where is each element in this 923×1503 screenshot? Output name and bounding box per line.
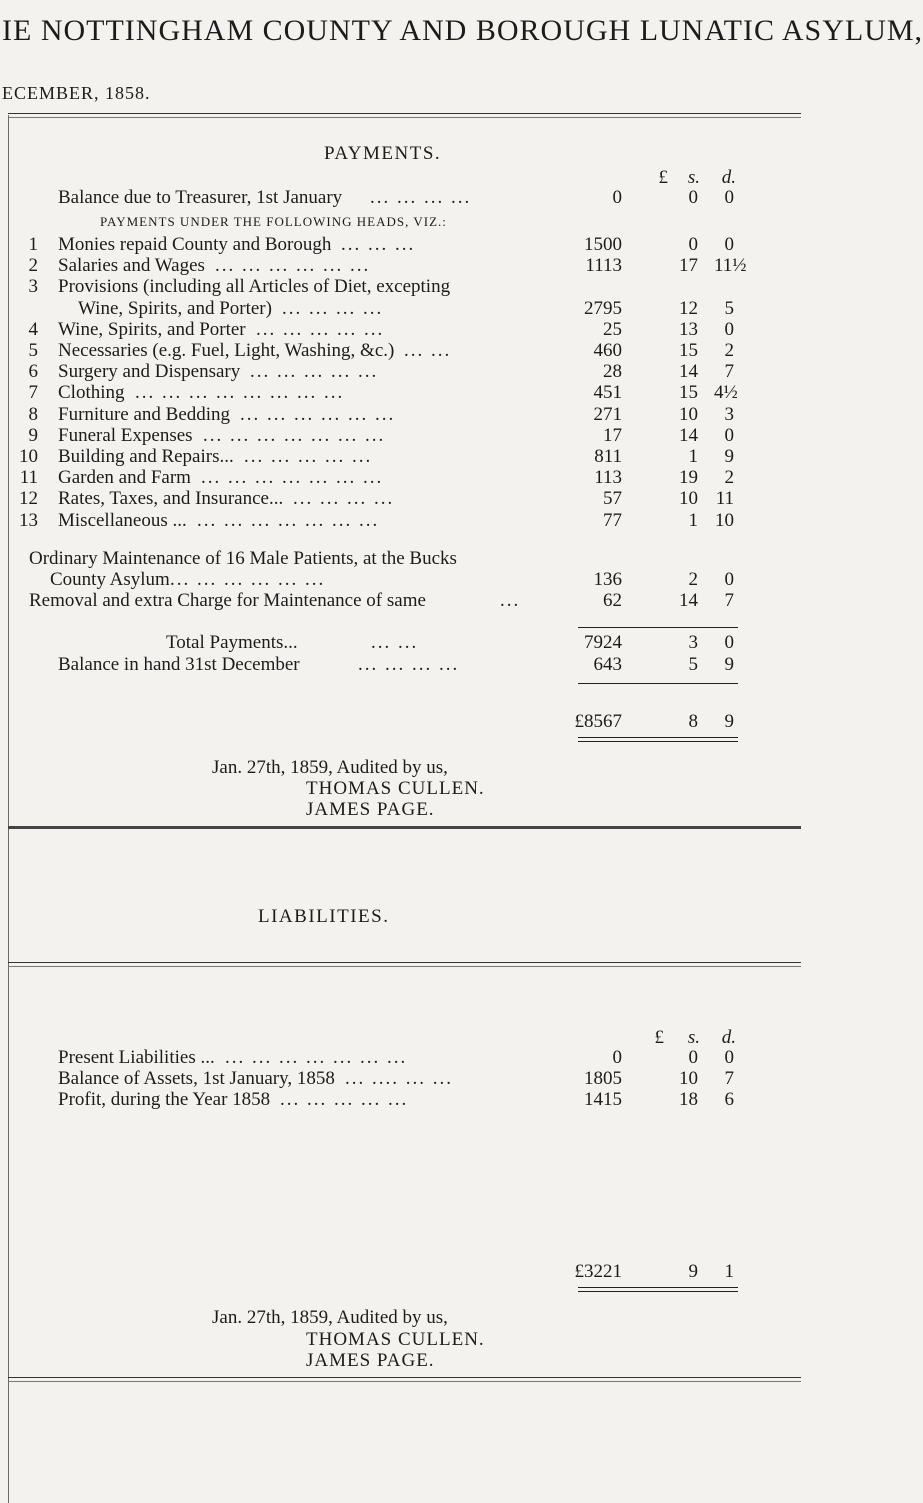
amount-shillings: 14 [679, 425, 698, 446]
amount-pence: 0 [724, 569, 734, 590]
item-label: Present Liabilities ... [58, 1047, 215, 1068]
amount-pence: 0 [724, 1047, 734, 1068]
amount-pounds: 271 [593, 404, 622, 425]
item-number: 8 [28, 404, 38, 425]
pence-col-header: d. [721, 1027, 736, 1048]
item-label: Necessaries (e.g. Fuel, Light, Washing, &c.) [58, 340, 395, 361]
leader-dots: ... ... ... ... ... ... ... ... [135, 382, 345, 403]
amount-pounds: 77 [603, 510, 622, 531]
audit-statement: Jan. 27th, 1859, Audited by us, [212, 757, 448, 778]
item-label: Surgery and Dispensary [58, 361, 241, 382]
amount-pence: 0 [724, 632, 734, 653]
item-label: Clothing [58, 382, 125, 403]
amount-pounds: 460 [593, 340, 622, 361]
amount-shillings: 10 [679, 488, 698, 509]
amount-shillings: 10 [679, 1068, 698, 1089]
amount-shillings: 5 [688, 654, 698, 675]
grand-total-double-rule [578, 737, 738, 742]
total-payments-label: Total Payments... [166, 632, 298, 653]
amount-pounds: 136 [593, 569, 622, 590]
pounds-col-header: £ [658, 167, 668, 188]
grand-total-pence: 1 [724, 1261, 734, 1282]
payments-grand-total-row [0, 711, 801, 735]
amount-shillings: 3 [688, 632, 698, 653]
amount-shillings: 17 [679, 255, 698, 276]
item-number: 5 [28, 340, 38, 361]
amount-pence: 7 [724, 590, 734, 611]
item-label: Garden and Farm [58, 467, 191, 488]
amount-pounds: 113 [594, 467, 622, 488]
report-date: ECEMBER, 1858. [2, 83, 151, 103]
amount-pounds: 1415 [584, 1089, 622, 1110]
auditor-page: JAMES PAGE. [306, 1350, 435, 1371]
amount-pounds: 57 [603, 488, 622, 509]
item-number: 7 [28, 382, 38, 403]
liabilities-rule [8, 962, 801, 963]
amount-shillings: 15 [679, 382, 698, 403]
amount-pence: 0 [724, 319, 734, 340]
item-label: Miscellaneous ... [58, 510, 187, 531]
item-number: 11 [19, 467, 38, 488]
leader-dots: ... .... ... ... [345, 1068, 453, 1089]
amount-pounds: 811 [594, 446, 622, 467]
amount-pounds: 28 [603, 361, 622, 382]
amount-pence: 11½ [714, 255, 747, 276]
amount-shillings: 0 [688, 234, 698, 255]
amount-pence: 9 [724, 654, 734, 675]
item-number: 9 [28, 425, 38, 446]
amount-shillings: 14 [679, 590, 698, 611]
item-label: Profit, during the Year 1858 [58, 1089, 271, 1110]
grand-total-double-rule [578, 1287, 738, 1292]
amount-pounds: 0 [612, 1047, 622, 1068]
leader-dots: ... ... ... ... ... ... ... [197, 510, 380, 531]
amount-pence: 5 [724, 298, 734, 319]
payments-subheading: PAYMENTS UNDER THE FOLLOWING HEADS, VIZ.: [100, 214, 447, 229]
leader-dots: ... ... ... ... [370, 187, 472, 208]
balance-hand-label: Balance in hand 31st December [58, 654, 300, 675]
amount-pounds: 451 [593, 382, 622, 403]
subtotal-rule [578, 627, 738, 628]
item-label: Monies repaid County and Borough [58, 234, 332, 255]
amount-pence: 9 [724, 446, 734, 467]
item-number: 3 [28, 276, 38, 297]
amount-shillings: 10 [679, 404, 698, 425]
leader-dots: ... ... ... ... ... [250, 361, 379, 382]
maintenance-label-1: Ordinary Maintenance of 16 Male Patients, at the Bucks [29, 548, 457, 569]
removal-row [0, 590, 801, 614]
section-divider [8, 826, 801, 829]
audit-statement: Jan. 27th, 1859, Audited by us, [212, 1307, 448, 1328]
footer-rule-thin [8, 1381, 801, 1382]
removal-label: Removal and extra Charge for Maintenance of same [29, 590, 426, 611]
balance-due-label: Balance due to Treasurer, 1st January [58, 187, 343, 208]
amount-pence: 10 [715, 510, 734, 531]
leader-dots: ... ... ... ... ... ... ... [201, 467, 384, 488]
header-rule [8, 113, 801, 114]
pence-col-header: d. [721, 167, 736, 188]
payment-item-row [0, 488, 801, 512]
leader-dots: ... ... ... ... ... [256, 319, 385, 340]
amount-pounds: 1805 [584, 1068, 622, 1089]
liability-item-row [0, 1089, 801, 1113]
amount-pence: 2 [724, 340, 734, 361]
item-label: Funeral Expenses [58, 425, 193, 446]
amount-pence: 0 [724, 187, 734, 208]
item-label: Provisions (including all Articles of Diet, excepting [58, 276, 451, 297]
auditor-cullen: THOMAS CULLEN. [306, 778, 485, 799]
payments-heading: PAYMENTS. [324, 143, 442, 164]
amount-pounds: 0 [612, 187, 622, 208]
total-payments-row [0, 632, 801, 656]
header-rule-thin [8, 117, 801, 118]
auditor-page: JAMES PAGE. [306, 799, 435, 820]
leader-dots: ... ... [404, 340, 452, 361]
leader-dots: ... ... ... ... ... ... [170, 569, 326, 590]
amount-pounds: 62 [603, 590, 622, 611]
amount-pounds: 25 [603, 319, 622, 340]
leader-dots: ... ... ... ... ... [244, 446, 373, 467]
grand-total-pounds: £8567 [574, 711, 622, 732]
amount-pounds: 2795 [584, 298, 622, 319]
leader-dots: ... ... ... ... ... ... [215, 255, 371, 276]
amount-pounds: 1500 [584, 234, 622, 255]
item-number: 2 [28, 255, 38, 276]
item-label: Balance of Assets, 1st January, 1858 [58, 1068, 335, 1089]
pounds-col-header: £ [654, 1027, 664, 1048]
payment-item-row [0, 510, 801, 534]
amount-shillings: 12 [679, 298, 698, 319]
payment-item-row [0, 276, 801, 300]
amount-pence: 4½ [714, 382, 738, 403]
item-number: 12 [19, 488, 38, 509]
amount-shillings: 14 [679, 361, 698, 382]
leader-dots: ... ... ... ... [282, 298, 384, 319]
grand-total-rule-top [578, 683, 738, 684]
leader-dots: ... ... [371, 632, 419, 653]
item-label: Wine, Spirits, and Porter) [78, 298, 272, 319]
amount-pence: 2 [724, 467, 734, 488]
grand-total-pence: 9 [724, 711, 734, 732]
liabilities-rule-thin [8, 966, 801, 967]
item-label: Salaries and Wages [58, 255, 205, 276]
shillings-col-header: s. [687, 1027, 700, 1048]
maintenance-label-2: County Asylum [50, 569, 170, 590]
leader-dots: ... ... ... ... [358, 654, 460, 675]
amount-pence: 11 [715, 488, 734, 509]
amount-shillings: 0 [688, 187, 698, 208]
liabilities-grand-total-row [0, 1261, 801, 1285]
amount-shillings: 1 [688, 510, 698, 531]
leader-dots: ... ... ... ... ... [280, 1089, 409, 1110]
amount-pence: 0 [724, 425, 734, 446]
amount-pounds: 7924 [584, 632, 622, 653]
amount-pence: 3 [724, 404, 734, 425]
amount-pounds: 1113 [585, 255, 622, 276]
item-label: Wine, Spirits, and Porter [58, 319, 246, 340]
amount-shillings: 15 [679, 340, 698, 361]
item-label: Rates, Taxes, and Insurance... [58, 488, 284, 509]
leader-dots: ... [500, 590, 521, 611]
grand-total-shillings: 9 [688, 1261, 698, 1282]
item-number: 10 [19, 446, 38, 467]
balance-hand-row [0, 654, 801, 678]
liabilities-heading: LIABILITIES. [258, 906, 390, 927]
grand-total-pounds: £3221 [574, 1261, 622, 1282]
shillings-col-header: s. [687, 167, 700, 188]
amount-pence: 6 [724, 1089, 734, 1110]
leader-dots: ... ... ... ... ... ... ... [225, 1047, 408, 1068]
amount-shillings: 13 [679, 319, 698, 340]
asylum-title: IE NOTTINGHAM COUNTY AND BOROUGH LUNATIC ASYLUM, [2, 14, 923, 47]
leader-dots: ... ... ... [341, 234, 416, 255]
item-label: Building and Repairs... [58, 446, 234, 467]
amount-shillings: 19 [679, 467, 698, 488]
leader-dots: ... ... ... ... ... ... ... [203, 425, 386, 446]
item-number: 13 [19, 510, 38, 531]
item-label: Furniture and Bedding [58, 404, 231, 425]
leader-dots: ... ... ... ... [293, 488, 395, 509]
amount-shillings: 0 [688, 1047, 698, 1068]
payment-item-row [0, 382, 801, 406]
amount-pence: 7 [724, 361, 734, 382]
amount-pounds: 17 [603, 425, 622, 446]
grand-total-shillings: 8 [688, 711, 698, 732]
amount-pounds: 643 [593, 654, 622, 675]
amount-shillings: 2 [688, 569, 698, 590]
leader-dots: ... ... ... ... ... ... [240, 404, 396, 425]
balance-due-row [0, 187, 801, 211]
amount-pence: 7 [724, 1068, 734, 1089]
amount-shillings: 18 [679, 1089, 698, 1110]
amount-pence: 0 [724, 234, 734, 255]
item-number: 4 [28, 319, 38, 340]
footer-rule [8, 1377, 801, 1378]
auditor-cullen: THOMAS CULLEN. [306, 1329, 485, 1350]
item-number: 6 [28, 361, 38, 382]
item-number: 1 [28, 234, 38, 255]
amount-shillings: 1 [688, 446, 698, 467]
